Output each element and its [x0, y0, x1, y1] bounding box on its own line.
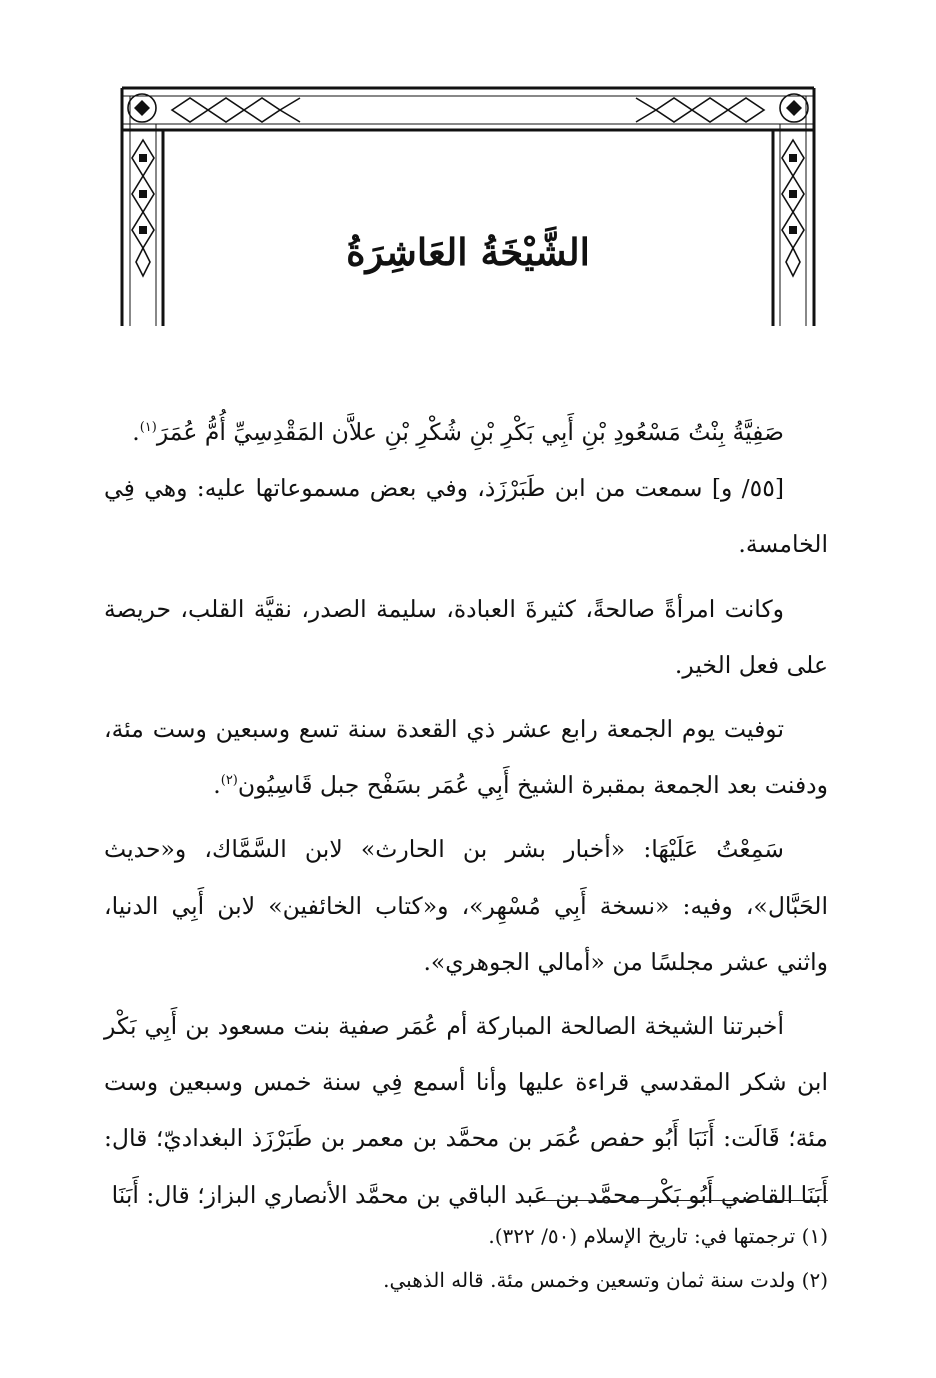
hearing-text: سمعت من ابن طَبَرْزَذ، وفي بعض مسموعاتها عليه: وهي فِي الخامسة.	[104, 474, 828, 559]
footnote-number: (١)	[801, 1224, 828, 1248]
footnote-number: (٢)	[801, 1268, 828, 1292]
manuscript-ref: [٥٥/ و]	[711, 474, 784, 503]
footnote-text: ولدت سنة ثمان وتسعين وخمس مئة. قاله الذهبي.	[383, 1268, 796, 1292]
paragraph-character: وكانت امرأةً صالحةً، كثيرةَ العبادة، سليمة الصدر، نقيَّة القلب، حريصة على فعل الخير.	[104, 594, 828, 679]
main-text	[104, 404, 828, 1223]
paragraph-end: .	[132, 418, 140, 446]
footnote-item	[104, 1258, 828, 1302]
death-text: توفيت يوم الجمعة رابع عشر ذي القعدة سنة تسع وسبعين وست مئة، ودفنت بعد الجمعة بمقبرة الشيخ أَبِي عُمَر بسَفْح جبل قَاسِيُون	[104, 715, 828, 800]
chapter-title: الشَّيْخَةُ العَاشِرَةُ	[346, 230, 590, 274]
paragraph-end: .	[213, 771, 221, 800]
subject-name: صَفِيَّةُ بِنْتُ مَسْعُودِ بْنِ أَبِي بَكْرِ بْنِ شُكْرِ بْنِ علاَّن المَقْدِسِيِّ أُمُّ عُمَرَ	[156, 418, 784, 446]
ornamental-frame	[0, 0, 936, 340]
footnote-divider	[530, 1200, 828, 1201]
paragraph-isnad: أخبرتنا الشيخة الصالحة المباركة أم عُمَر صفية بنت مسعود بن أَبِي بَكْر ابن شكر المقدسي قراءة عليها وأنا أسمع فِي سنة خمس وسبعين وست مئة؛ قَالَت: أَنَبَا أَبُو حفص عُمَر بن محمَّد بن معمر بن طَبَرْزَذ البغداديّ؛ قال: أَبَنَا القاضي أَبُو بَكْر محمَّد بن عَبد الباقي بن محمَّد الأنصاري البزاز؛ قال: أَبَنَا	[104, 1012, 828, 1209]
footnote-item	[104, 1214, 828, 1258]
footnote-ref-1[interactable]: (١)	[139, 420, 157, 436]
paragraph-heard-works: سَمِعْتُ عَلَيْهَا: «أخبار بشر بن الحارث» لابن السَّمَّاك، و«حديث الحَبَّال»، وفيه: «نسخة أَبِي مُسْهِر»، و«كتاب الخائفين» لابن أَبِي الدنيا، واثني عشر مجلسًا من «أمالي الجوهري».	[104, 835, 828, 976]
paragraph-hearing	[104, 460, 828, 572]
footnote-ref-2[interactable]: (٢)	[220, 773, 238, 789]
footnote-text: ترجمتها في: تاريخ الإسلام (٥٠/ ٣٢٢).	[488, 1224, 796, 1248]
footnotes	[104, 1214, 828, 1302]
paragraph-death	[104, 701, 828, 813]
paragraph-name	[104, 404, 828, 460]
